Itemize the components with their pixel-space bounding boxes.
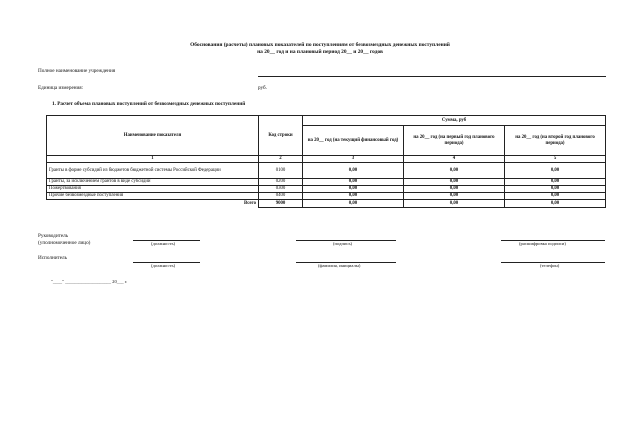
institution-label: Полное наименование учреждения — [38, 68, 116, 74]
row-name: Гранты, за исключением грантов в виде субсидий — [47, 179, 259, 186]
row-value-year1: 0,00 — [303, 186, 404, 193]
table-row — [47, 186, 606, 193]
document-title-line2: на 20__ год и на плановый период 20__ и 20__ годов — [257, 49, 383, 55]
row-value-year3: 0,00 — [505, 179, 606, 186]
total-value-year3: 0,00 — [505, 200, 606, 208]
head-label-sub: (уполномоченное лицо) — [38, 240, 91, 246]
row-code: 0100 — [259, 163, 303, 179]
total-code: 9000 — [259, 200, 303, 208]
unit-value: руб. — [258, 85, 267, 91]
row-value-year1: 0,00 — [303, 179, 404, 186]
head-position-caption: (должность) — [151, 241, 176, 246]
row-value-year1: 0,00 — [303, 163, 404, 179]
col-number: 1 — [47, 156, 259, 163]
col-header-year1: на 20__ год (на текущий финансовый год) — [303, 126, 404, 156]
head-decoding-caption: (расшифровка подписи) — [519, 241, 566, 246]
total-value-year2: 0,00 — [404, 200, 505, 208]
document-title-line1: Обоснования (расчеты) плановых показателей по поступлениям от безвозмездных денежных поступлений — [190, 42, 450, 48]
executor-position-caption: (должность) — [151, 263, 176, 268]
section-heading: 1. Расчет объема плановых поступлений от безвозмездных денежных поступлений — [52, 101, 246, 107]
col-number: 2 — [259, 156, 303, 163]
row-value-year3: 0,00 — [505, 193, 606, 200]
row-name: Пожертвования — [47, 186, 259, 193]
table-row — [47, 179, 606, 186]
head-label: Руководитель — [38, 233, 69, 239]
col-header-year2: на 20__ год (на первый год планового периода) — [404, 126, 505, 156]
row-code: 0300 — [259, 186, 303, 193]
executor-name-caption: (фамилия, инициалы) — [318, 263, 361, 268]
total-label: Всего — [47, 200, 259, 208]
date-line: "____" ____________________ 20___ г. — [51, 279, 128, 284]
total-value-year1: 0,00 — [303, 200, 404, 208]
row-code: 0400 — [259, 193, 303, 200]
row-value-year3: 0,00 — [505, 163, 606, 179]
table-row — [47, 163, 606, 179]
executor-label: Исполнитель — [38, 255, 68, 261]
row-value-year2: 0,00 — [404, 179, 505, 186]
col-header-sum: Сумма, руб — [303, 116, 606, 126]
row-value-year3: 0,00 — [505, 186, 606, 193]
table-row — [47, 193, 606, 200]
row-value-year2: 0,00 — [404, 186, 505, 193]
col-header-year3: на 20__ год (на второй год планового периода) — [505, 126, 606, 156]
table-total-row — [47, 200, 606, 208]
revenue-table — [46, 115, 606, 208]
row-name: Прочие безвозмездные поступления — [47, 193, 259, 200]
col-header-name: Наименование показателя — [47, 116, 259, 156]
head-signature-caption: (подпись) — [333, 241, 353, 246]
row-value-year2: 0,00 — [404, 163, 505, 179]
row-code: 0200 — [259, 179, 303, 186]
unit-label: Единица измерения: — [38, 85, 84, 91]
col-header-code: Код строки — [259, 116, 303, 156]
row-value-year1: 0,00 — [303, 193, 404, 200]
institution-field-line — [258, 76, 606, 77]
row-value-year2: 0,00 — [404, 193, 505, 200]
col-number: 3 — [303, 156, 404, 163]
row-name: Гранты в форме субсидий из бюджетов бюджетной системы Российской Федерации — [47, 163, 259, 179]
col-number: 4 — [404, 156, 505, 163]
col-number: 5 — [505, 156, 606, 163]
executor-phone-caption: (телефон) — [540, 263, 560, 268]
